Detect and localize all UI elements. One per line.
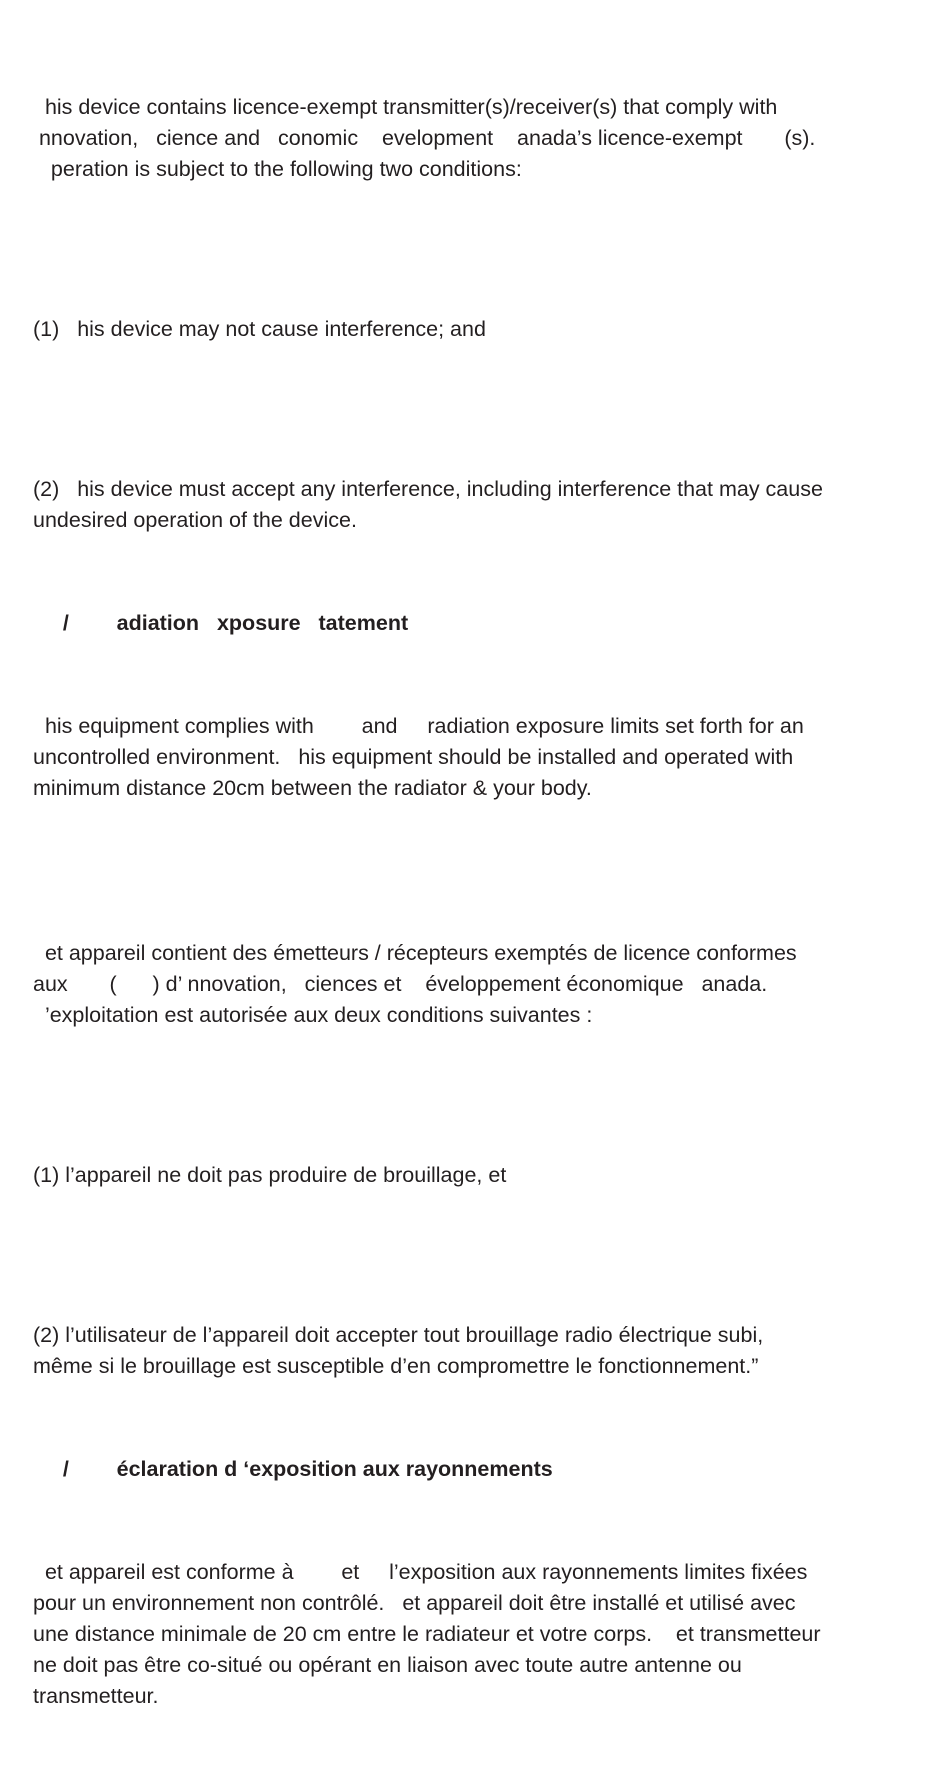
text-line: peration is subject to the following two conditions: — [33, 157, 522, 181]
text-line: uncontrolled environment. his equipment should be installed and operated with — [33, 745, 794, 769]
text-line: et appareil contient des émetteurs / récepteurs exemptés de licence conformes — [33, 941, 797, 965]
text-line: his device contains licence-exempt transmitter(s)/receiver(s) that comply with — [33, 95, 778, 119]
text-line: undesired operation of the device. — [33, 508, 357, 532]
text-line: (2) his device must accept any interference, including interference that may cause — [33, 477, 823, 501]
text-line: aux ( ) d’ nnovation, ciences et éveloppement économique anada. — [33, 972, 768, 996]
rf-exposure-body-en — [33, 649, 928, 866]
text-line: nnovation, cience and conomic evelopment anada’s licence-exempt (s). — [33, 126, 816, 150]
text-line: minimum distance 20cm between the radiator & your body. — [33, 776, 592, 800]
rf-exposure-heading-en: / adiation xposure tatement — [33, 611, 409, 635]
document-page — [33, 30, 928, 1774]
text-line: pour un environnement non contrôlé. et appareil doit être installé et utilisé avec — [33, 1591, 796, 1615]
text-line: une distance minimale de 20 cm entre le radiateur et votre corps. et transmetteur — [33, 1622, 821, 1646]
text-line: même si le brouillage est susceptible d’en compromettre le fonctionnement.” — [33, 1354, 759, 1378]
rf-exposure-body-fr — [33, 1495, 928, 1774]
text-line: ’exploitation est autorisée aux deux conditions suivantes : — [33, 1003, 593, 1027]
text-line: et appareil est conforme à et l’exposition aux rayonnements limites fixées — [33, 1560, 808, 1584]
text-line: (1) his device may not cause interference; and — [33, 317, 486, 341]
rf-exposure-heading-fr: / éclaration d ‘exposition aux rayonnements — [33, 1457, 553, 1481]
ised-condition-2-en — [33, 412, 928, 598]
ised-condition-2-fr — [33, 1258, 928, 1444]
text-line: transmetteur. — [33, 1684, 159, 1708]
text-line: ne doit pas être co-situé ou opérant en liaison avec toute autre antenne ou — [33, 1653, 742, 1677]
ised-intro-fr — [33, 876, 928, 1093]
ised-intro-en — [33, 30, 928, 247]
text-line: his equipment complies with and radiation exposure limits set forth for an — [33, 714, 804, 738]
text-line: (1) l’appareil ne doit pas produire de brouillage, et — [33, 1163, 507, 1187]
ised-condition-1-fr — [33, 1098, 928, 1253]
ised-condition-1-en — [33, 252, 928, 407]
text-line: (2) l’utilisateur de l’appareil doit accepter tout brouillage radio électrique subi, — [33, 1323, 764, 1347]
